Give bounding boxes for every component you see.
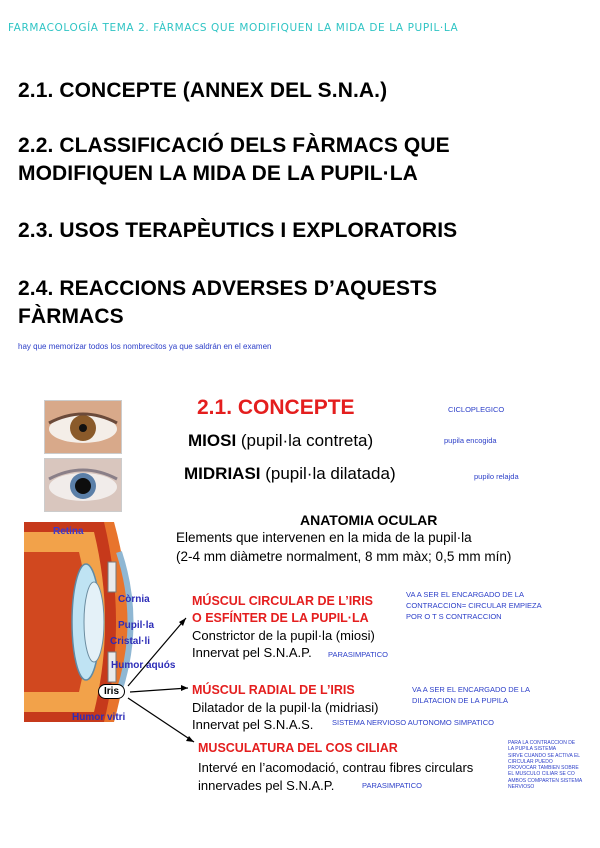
circular-title1: MÚSCUL CIRCULAR DE L’IRIS [192, 594, 374, 608]
iris-label: Iris [98, 684, 125, 699]
section-2-2-line1: 2.2. CLASSIFICACIÓ DELS FÀRMACS QUE [18, 134, 450, 157]
miosi-desc: (pupil·la contreta) [236, 431, 374, 450]
circular-line2: Innervat pel S.N.A.P. [192, 645, 312, 660]
ciliar-side-note: PARA LA CONTRACCION DE [508, 740, 576, 746]
midriasi-term: MIDRIASI [184, 464, 261, 483]
humor-vitri-label: Humor vitri [72, 712, 126, 723]
ciliar-title: MUSCULATURA DEL COS CILIAR [198, 741, 398, 755]
arrow-to-ciliar [128, 698, 194, 742]
ciliar-line2: innervades pel S.N.A.P. [198, 778, 335, 793]
radial-line2: Innervat pel S.N.A.S. [192, 717, 314, 732]
arrowhead-radial [181, 685, 188, 691]
ciliar-side-note: CIRCULAR PUEDO [508, 758, 553, 765]
retina-label: Retina [53, 526, 84, 537]
section-2-2-line2: MODIFIQUEN LA MIDA DE LA PUPIL·LA [18, 162, 418, 185]
ciliar-side-notes [508, 740, 582, 790]
anatomia-line2: (2-4 mm diàmetre normalment, 8 mm màx; 0,5 mm mín) [176, 549, 512, 564]
anatomia-line1: Elements que intervenen en la mida de la pupil·la [176, 530, 472, 545]
ciliar-side-note: AMBOS COMPARTEN SISTEMA [508, 777, 583, 784]
handwritten-note: hay que memorizar todos los nombrecitos ya que saldrán en el examen [18, 342, 272, 351]
cornia-label: Còrnia [118, 594, 150, 605]
ciliar-side-note: EL MUSCULO CILIAR SE CO [508, 771, 575, 778]
midriasi-desc: (pupil·la dilatada) [260, 464, 396, 483]
ciliar-side-note: NERVIOSO [508, 784, 535, 791]
pupil-label: Pupil·la [118, 620, 155, 631]
section-2-4-line1: 2.4. REACCIONS ADVERSES D’AQUESTS [18, 277, 438, 300]
circular-note1: VA A SER EL ENCARGADO DE LA [406, 590, 524, 599]
radial-title: MÚSCUL RADIAL DE L’IRIS [192, 683, 355, 697]
cicloplegico-note: CICLOPLEGICO [448, 405, 505, 414]
ciliar-side-note: SIRVE CUANDO SE ACTIVA EL [508, 752, 581, 759]
radial-simp-note: SISTEMA NERVIOSO AUTONOMO SIMPATICO [332, 718, 494, 727]
radial-note2: DILATACION DE LA PUPILA [412, 696, 509, 705]
circular-note2: CONTRACCION= CIRCULAR EMPIEZA [406, 601, 542, 610]
miosi-term: MIOSI [188, 431, 237, 450]
circular-title2: O ESFÍNTER DE LA PUPIL·LA [192, 611, 369, 625]
circular-note3: POR O T S CONTRACCION [406, 612, 502, 621]
circular-parasimp-note: PARASIMPATICO [328, 650, 389, 659]
ciliar-side-note: LA PUPILA SISTEMA [508, 746, 557, 753]
section-2-1: 2.1. CONCEPTE (ANNEX DEL S.N.A.) [18, 79, 388, 102]
ciliar-parasimp-note: PARASIMPATICO [362, 781, 423, 790]
ciliar-line1: Intervé en l’acomodació, contrau fibres circulars [198, 760, 474, 775]
section-2-4-line2: FÀRMACS [18, 305, 124, 328]
cristal-label: Cristal·li [110, 636, 151, 647]
ciliar-side-note: PROVOCAR TAMBIEN SOBRE [508, 765, 579, 772]
arrow-to-circular [128, 618, 186, 686]
miosi-note: pupila encogida [444, 436, 497, 445]
midriasi-note: pupilo relajda [474, 472, 519, 481]
anatomia-title: ANATOMIA OCULAR [300, 512, 438, 528]
radial-note1: VA A SER EL ENCARGADO DE LA [412, 685, 530, 694]
section-2-3: 2.3. USOS TERAPÈUTICS I EXPLORATORIS [18, 219, 458, 242]
humor-aquos-label: Humor aquós [111, 660, 176, 671]
slide-title: 2.1. CONCEPTE [197, 396, 355, 419]
radial-line1: Dilatador de la pupil·la (midriasi) [192, 700, 379, 715]
arrow-to-radial [130, 688, 188, 692]
page-header: FARMACOLOGÍA TEMA 2. FÀRMACS QUE MODIFIQUEN LA MIDA DE LA PUPIL·LA [8, 22, 459, 34]
circular-line1: Constrictor de la pupil·la (miosi) [192, 628, 375, 643]
